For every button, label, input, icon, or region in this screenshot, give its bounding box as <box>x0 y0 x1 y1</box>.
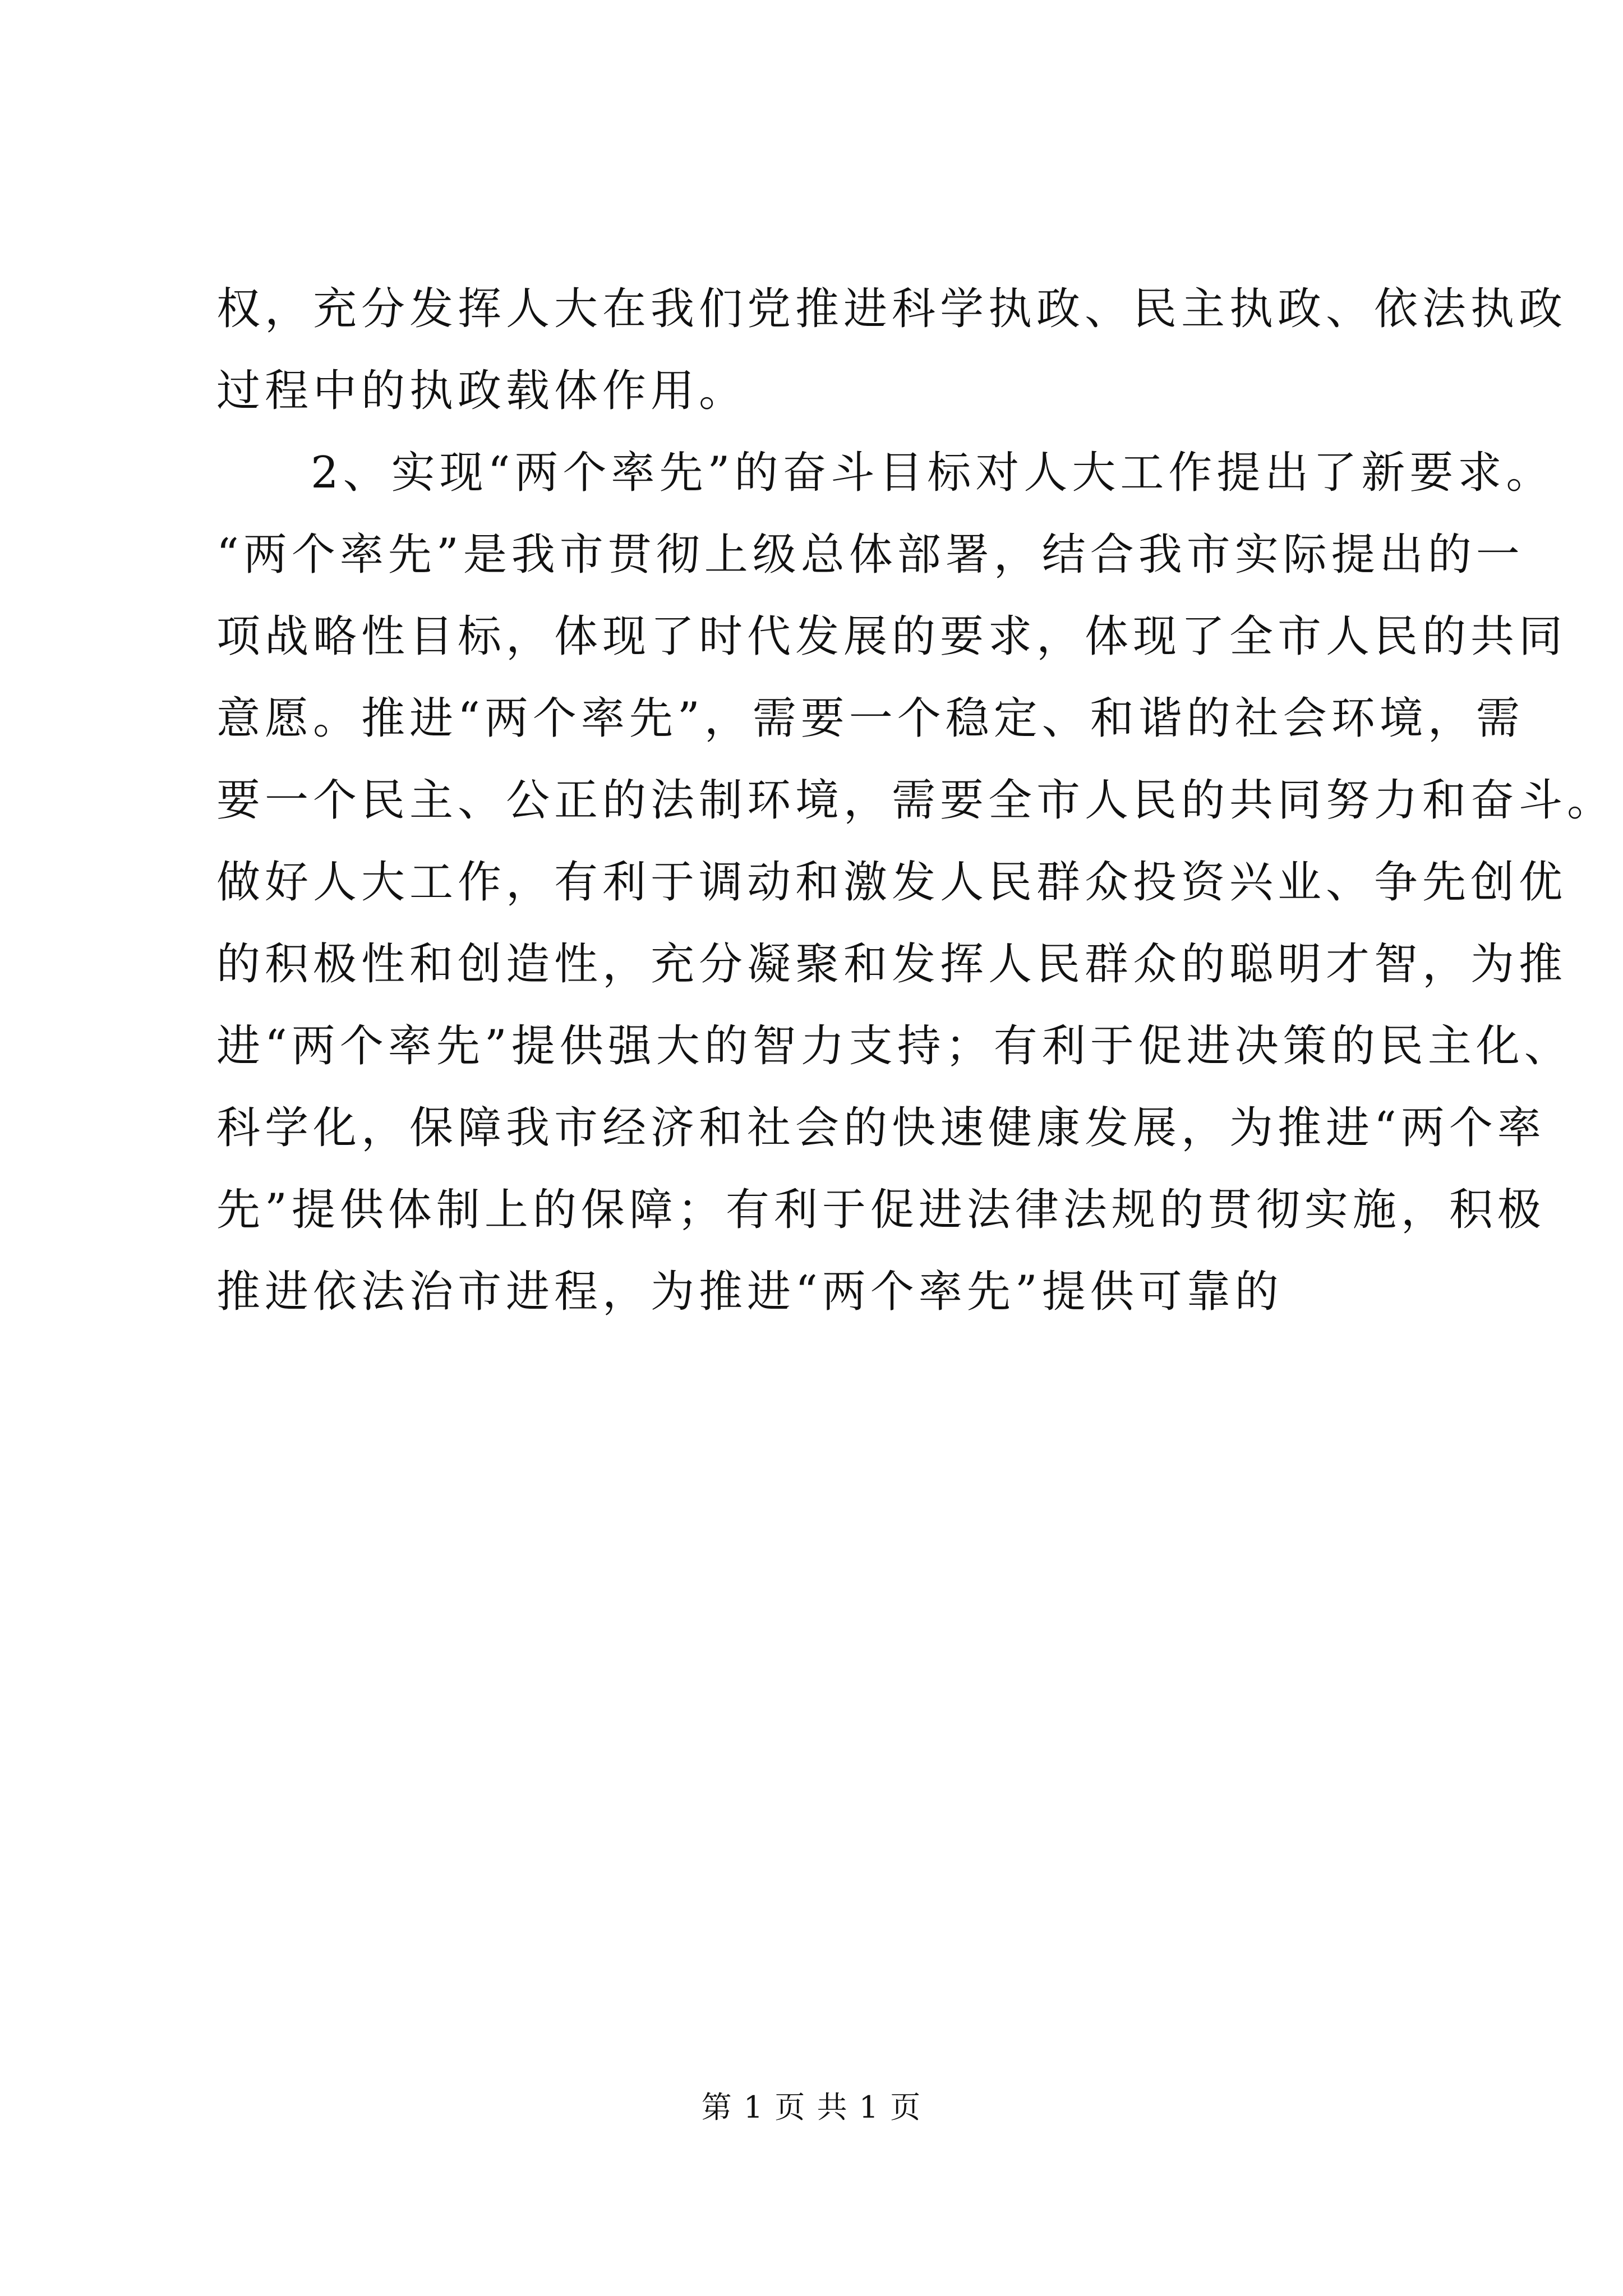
text-line: 2、实现“两个率先”的奋斗目标对人大工作提出了新要求。 <box>311 448 1555 498</box>
text-line: 权，充分发挥人大在我们党推进科学执政、民主执政、依法执政 <box>216 284 1567 334</box>
text-line: 意愿。推进“两个率先”，需要一个稳定、和谐的社会环境，需 <box>216 693 1524 744</box>
text-line: 过程中的执政载体作用。 <box>216 366 748 416</box>
text-line: 要一个民主、公正的法制环境，需要全市人民的共同努力和奋斗。 <box>216 775 1616 826</box>
page-footer: 第 1 页 共 1 页 <box>701 2090 922 2125</box>
text-line: “两个率先”是我市贯彻上级总体部署，结合我市实际提出的一 <box>216 530 1524 580</box>
text-line: 先”提供体制上的保障；有利于促进法律法规的贯彻实施，积极 <box>216 1185 1546 1235</box>
text-line: 项战略性目标，体现了时代发展的要求，体现了全市人民的共同 <box>216 611 1567 662</box>
document-body <box>216 268 1616 1333</box>
text-line: 科学化，保障我市经济和社会的快速健康发展，为推进“两个率 <box>216 1103 1546 1153</box>
text-line: 推进依法治市进程，为推进“两个率先”提供可靠的 <box>216 1267 1283 1317</box>
text-line: 进“两个率先”提供强大的智力支持；有利于促进决策的民主化、 <box>216 1021 1573 1071</box>
text-line: 做好人大工作，有利于调动和激发人民群众投资兴业、争先创优 <box>216 857 1567 908</box>
text-line: 的积极性和创造性，充分凝聚和发挥人民群众的聪明才智，为推 <box>216 939 1567 990</box>
